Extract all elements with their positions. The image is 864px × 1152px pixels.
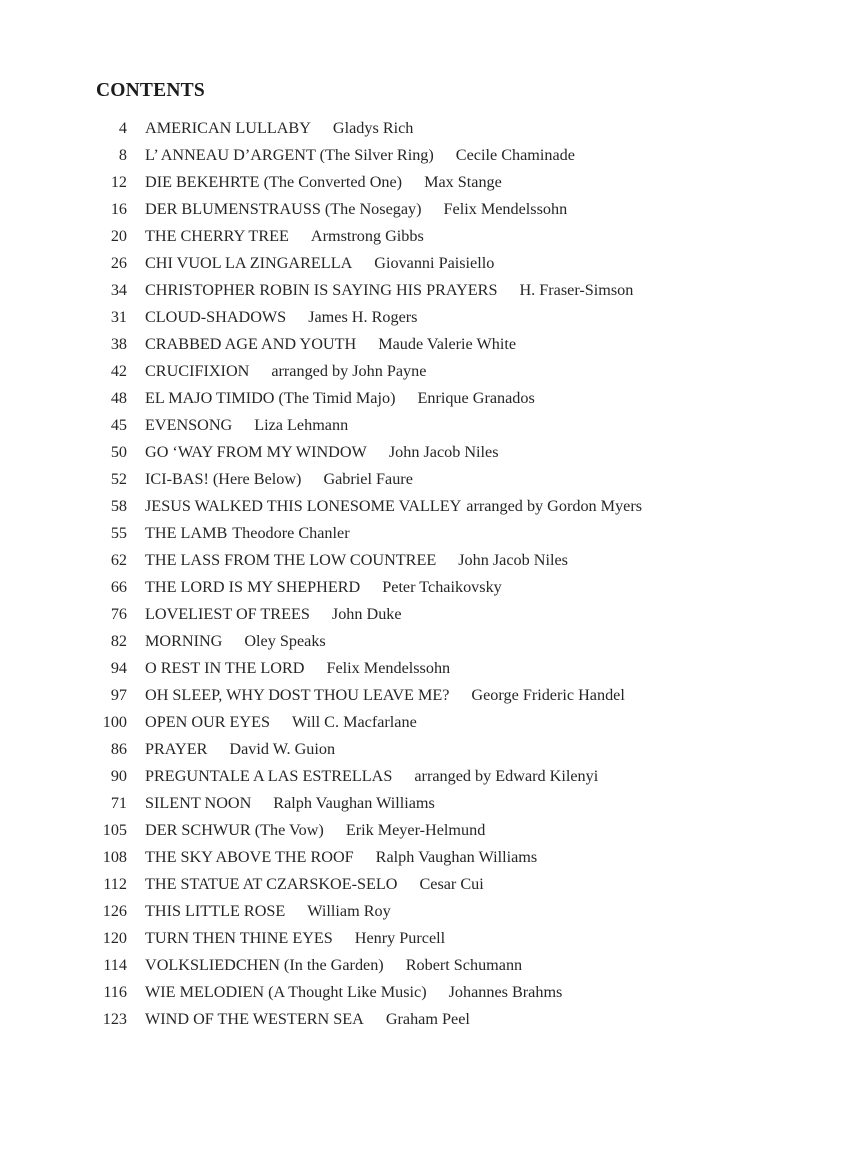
page-number: 100: [102, 713, 127, 731]
song-title: THE SKY ABOVE THE ROOF: [145, 848, 354, 866]
song-title: DER SCHWUR (The Vow): [145, 821, 324, 839]
entry-text: [145, 682, 625, 709]
composer-name: Robert Schumann: [405, 956, 523, 974]
page-number: 108: [102, 848, 127, 866]
entry-text: [145, 331, 516, 358]
entry-text: [145, 871, 484, 898]
entry-text: [145, 979, 562, 1006]
contents-entry: [0, 493, 864, 520]
entry-text: [145, 601, 402, 628]
contents-entry: [0, 655, 864, 682]
contents-entry: [0, 223, 864, 250]
composer-name: Gladys Rich: [332, 119, 414, 137]
entry-text: [145, 574, 502, 601]
entry-text: [145, 763, 598, 790]
entry-text: [145, 493, 642, 520]
composer-name: Will C. Macfarlane: [292, 713, 417, 731]
entry-text: [145, 223, 424, 250]
page-number: 86: [110, 740, 127, 758]
page-number: 76: [110, 605, 127, 623]
page-number: 97: [110, 686, 127, 704]
contents-entry: [0, 979, 864, 1006]
composer-name: Erik Meyer-Helmund: [345, 821, 486, 839]
page-number: 48: [110, 389, 127, 407]
song-title: THE LORD IS MY SHEPHERD: [145, 578, 361, 596]
entry-text: [145, 277, 633, 304]
contents-entry: [0, 142, 864, 169]
entry-text: [145, 169, 502, 196]
song-title: CRUCIFIXION: [145, 362, 250, 380]
page-number: 31: [110, 308, 127, 326]
entry-text: [145, 250, 494, 277]
page-number: 123: [102, 1010, 127, 1028]
entry-text: [145, 385, 535, 412]
composer-name: James H. Rogers: [308, 308, 418, 326]
page-number: 90: [110, 767, 127, 785]
contents-entry: [0, 628, 864, 655]
contents-entry: [0, 844, 864, 871]
page-number: 52: [110, 470, 127, 488]
song-title: THE LAMB: [145, 524, 228, 542]
page-number: 12: [110, 173, 127, 191]
song-title: THE STATUE AT CZARSKOE-SELO: [145, 875, 398, 893]
entry-text: [145, 547, 568, 574]
entry-text: [145, 790, 435, 817]
page-number: 50: [110, 443, 127, 461]
contents-entry: [0, 574, 864, 601]
song-title: EL MAJO TIMIDO (The Timid Majo): [145, 389, 396, 407]
composer-name: Cesar Cui: [419, 875, 484, 893]
song-title: EVENSONG: [145, 416, 233, 434]
entry-text: [145, 439, 499, 466]
song-title: DIE BEKEHRTE (The Converted One): [145, 173, 403, 191]
composer-name: arranged by John Payne: [271, 362, 427, 380]
contents-entry: [0, 331, 864, 358]
composer-name: Felix Mendelssohn: [326, 659, 451, 677]
contents-entry: [0, 817, 864, 844]
composer-name: John Jacob Niles: [388, 443, 499, 461]
composer-name: Max Stange: [424, 173, 502, 191]
entry-text: [145, 898, 391, 925]
page-number: 8: [118, 146, 127, 164]
composer-name: arranged by Edward Kilenyi: [414, 767, 599, 785]
song-title: THIS LITTLE ROSE: [145, 902, 286, 920]
song-title: OH SLEEP, WHY DOST THOU LEAVE ME?: [145, 686, 450, 704]
composer-name: Peter Tchaikovsky: [382, 578, 502, 596]
contents-entry: [0, 709, 864, 736]
entry-text: [145, 628, 326, 655]
contents-entry: [0, 682, 864, 709]
composer-name: Giovanni Paisiello: [374, 254, 495, 272]
page-number: 62: [110, 551, 127, 569]
contents-list: [0, 115, 864, 1033]
entry-text: [145, 412, 348, 439]
page-title: CONTENTS: [96, 80, 205, 101]
entry-text: [145, 520, 350, 547]
page-number: 71: [110, 794, 127, 812]
song-title: CHI VUOL LA ZINGARELLA: [145, 254, 353, 272]
page-number: 112: [103, 875, 127, 893]
page-number: 42: [110, 362, 127, 380]
song-title: THE LASS FROM THE LOW COUNTREE: [145, 551, 437, 569]
entry-text: [145, 952, 522, 979]
contents-entry: [0, 601, 864, 628]
composer-name: Theodore Chanler: [232, 524, 350, 542]
song-title: SILENT NOON: [145, 794, 252, 812]
composer-name: Ralph Vaughan Williams: [375, 848, 538, 866]
contents-entry: [0, 412, 864, 439]
song-title: TURN THEN THINE EYES: [145, 929, 333, 947]
composer-name: John Jacob Niles: [458, 551, 568, 569]
song-title: JESUS WALKED THIS LONESOME VALLEY: [145, 497, 462, 515]
page-number: 66: [110, 578, 127, 596]
contents-entry: [0, 925, 864, 952]
page-number: 20: [110, 227, 127, 245]
song-title: O REST IN THE LORD: [145, 659, 305, 677]
composer-name: arranged by Gordon Myers: [466, 497, 643, 515]
song-title: ICI-BAS! (Here Below): [145, 470, 302, 488]
entry-text: [145, 844, 537, 871]
composer-name: Gabriel Faure: [323, 470, 413, 488]
song-title: L’ ANNEAU D’ARGENT (The Silver Ring): [145, 146, 434, 164]
song-title: WIND OF THE WESTERN SEA: [145, 1010, 364, 1028]
song-title: LOVELIEST OF TREES: [145, 605, 310, 623]
entry-text: [145, 736, 335, 763]
composer-name: Felix Mendelssohn: [443, 200, 568, 218]
entry-text: [145, 358, 426, 385]
contents-entry: [0, 169, 864, 196]
song-title: DER BLUMENSTRAUSS (The Nosegay): [145, 200, 422, 218]
contents-entry: [0, 466, 864, 493]
entry-text: [145, 655, 450, 682]
page-number: 38: [110, 335, 127, 353]
page-number: 120: [102, 929, 127, 947]
page-number: 55: [110, 524, 127, 542]
entry-text: [145, 196, 567, 223]
song-title: MORNING: [145, 632, 223, 650]
page-number: 4: [118, 119, 127, 137]
contents-entry: [0, 439, 864, 466]
contents-entry: [0, 385, 864, 412]
contents-entry: [0, 952, 864, 979]
page-number: 26: [110, 254, 127, 272]
contents-entry: [0, 250, 864, 277]
contents-entry: [0, 304, 864, 331]
entry-text: [145, 466, 413, 493]
contents-entry: [0, 871, 864, 898]
song-title: CLOUD-SHADOWS: [145, 308, 287, 326]
entry-text: [145, 817, 485, 844]
composer-name: David W. Guion: [229, 740, 336, 758]
song-title: THE CHERRY TREE: [145, 227, 289, 245]
contents-entry: [0, 547, 864, 574]
composer-name: Cecile Chaminade: [455, 146, 575, 164]
composer-name: Graham Peel: [385, 1010, 470, 1028]
contents-entry: [0, 115, 864, 142]
composer-name: Maude Valerie White: [378, 335, 517, 353]
composer-name: George Frideric Handel: [471, 686, 625, 704]
entry-text: [145, 142, 575, 169]
page-number: 45: [110, 416, 127, 434]
page-number: 126: [102, 902, 127, 920]
contents-entry: [0, 196, 864, 223]
composer-name: Ralph Vaughan Williams: [273, 794, 435, 812]
page-number: 58: [110, 497, 127, 515]
composer-name: Armstrong Gibbs: [310, 227, 424, 245]
song-title: PREGUNTALE A LAS ESTRELLAS: [145, 767, 393, 785]
song-title: AMERICAN LULLABY: [145, 119, 311, 137]
entry-text: [145, 304, 417, 331]
contents-entry: [0, 898, 864, 925]
page-number: 16: [110, 200, 127, 218]
contents-entry: [0, 763, 864, 790]
composer-name: H. Fraser-Simson: [519, 281, 634, 299]
contents-entry: [0, 520, 864, 547]
composer-name: William Roy: [307, 902, 391, 920]
page-number: 82: [110, 632, 127, 650]
page-number: 105: [102, 821, 127, 839]
composer-name: Liza Lehmann: [254, 416, 349, 434]
page-number: 114: [103, 956, 127, 974]
composer-name: Johannes Brahms: [448, 983, 563, 1001]
composer-name: Enrique Granados: [417, 389, 535, 407]
contents-entry: [0, 736, 864, 763]
contents-entry: [0, 790, 864, 817]
contents-entry: [0, 277, 864, 304]
song-title: OPEN OUR EYES: [145, 713, 271, 731]
contents-entry: [0, 358, 864, 385]
song-title: GO ‘WAY FROM MY WINDOW: [145, 443, 367, 461]
composer-name: Oley Speaks: [244, 632, 326, 650]
page-number: 94: [110, 659, 127, 677]
song-title: PRAYER: [145, 740, 208, 758]
entry-text: [145, 709, 417, 736]
page-number: 34: [110, 281, 127, 299]
entry-text: [145, 1006, 470, 1033]
composer-name: John Duke: [331, 605, 402, 623]
song-title: WIE MELODIEN (A Thought Like Music): [145, 983, 427, 1001]
entry-text: [145, 925, 445, 952]
song-title: CHRISTOPHER ROBIN IS SAYING HIS PRAYERS: [145, 281, 498, 299]
song-title: CRABBED AGE AND YOUTH: [145, 335, 357, 353]
entry-text: [145, 115, 413, 142]
composer-name: Henry Purcell: [354, 929, 446, 947]
song-title: VOLKSLIEDCHEN (In the Garden): [145, 956, 384, 974]
contents-entry: [0, 1006, 864, 1033]
page-number: 116: [103, 983, 127, 1001]
